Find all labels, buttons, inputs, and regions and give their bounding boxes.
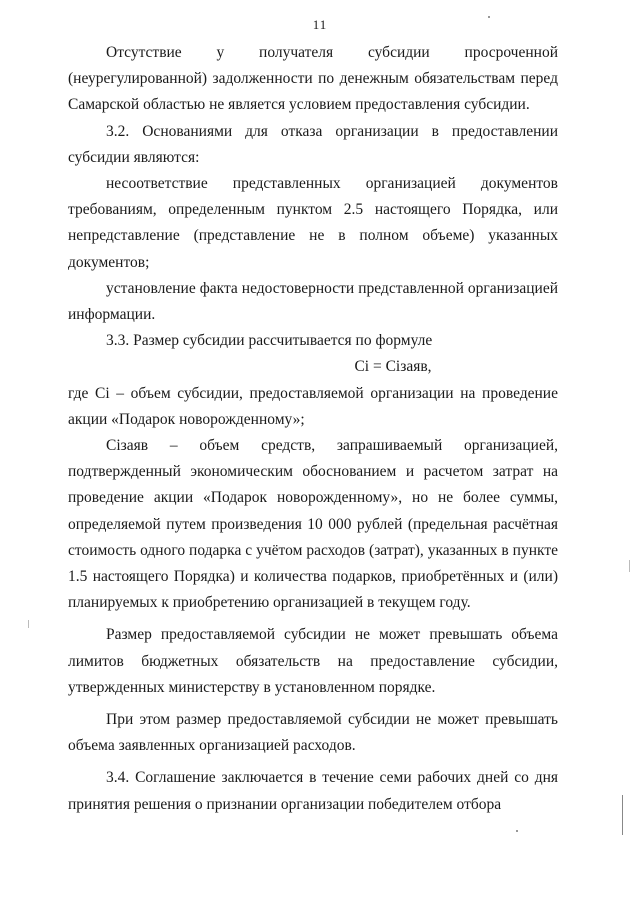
paragraph-budget-limit: Размер предоставляемой субсидии не может превышать объема лимитов бюджетных обязательств на предоставление субсидии, утвержденных министерству в установленном порядке. <box>68 626 558 696</box>
paragraph-claimed-expenses-limit: При этом размер предоставляемой субсидии не может превышать объема заявленных организацией расходов. <box>68 711 558 755</box>
scan-edge-mark <box>28 620 29 628</box>
paragraph-no-debt-condition: Отсутствие у получателя субсидии просроченной (неурегулированной) задолженности по денежным обязательствам перед Самарской областью не является условием предоставления субсидии. <box>68 44 558 114</box>
scan-speck <box>488 16 490 18</box>
document-body <box>68 40 558 818</box>
paragraph-formula-ci-definition: где Ci – объем субсидии, предоставляемой организации на проведение акции «Подарок новорожденному»; <box>68 384 558 428</box>
scan-speck <box>516 830 518 832</box>
paragraph-formula-ciclaim-definition: Ciзаяв – объем средств, запрашиваемый организацией, подтвержденный экономическим обоснованием и расчетом затрат на проведение акции «Подарок новорожденному», но не более суммы, определяемой путем произведения 10 000 рублей (предельная расчётная стоимость одного подарка с учётом расходов (затрат), указанных в пункте 1.5 настоящего Порядка) и количества подарков, приобретённых и (или) планируемых к приобретению организацией в текущем году. <box>68 437 558 612</box>
page-number: 11 <box>312 17 328 32</box>
subsidy-formula: Ci = Ciзаяв, <box>354 358 432 376</box>
paragraph-3-3-subsidy-size: 3.3. Размер субсидии рассчитывается по формуле <box>106 332 433 350</box>
paragraph-3-2-refusal-grounds: 3.2. Основаниями для отказа организации в предоставлении субсидии являются: <box>68 122 558 166</box>
paragraph-false-information: установление факта недостоверности представленной организацией информации. <box>68 279 558 324</box>
scan-edge-mark <box>629 560 630 572</box>
scan-edge-mark <box>622 795 623 835</box>
paragraph-documents-mismatch: несоответствие представленных организацией документов требованиям, определенным пунктом 2.5 настоящего Порядка, или непредставление (представление не в полном объеме) указанных документов; <box>68 175 558 271</box>
paragraph-3-4-agreement: 3.4. Соглашение заключается в течение семи рабочих дней со дня принятия решения о признании организации победителем отбора <box>68 769 558 813</box>
